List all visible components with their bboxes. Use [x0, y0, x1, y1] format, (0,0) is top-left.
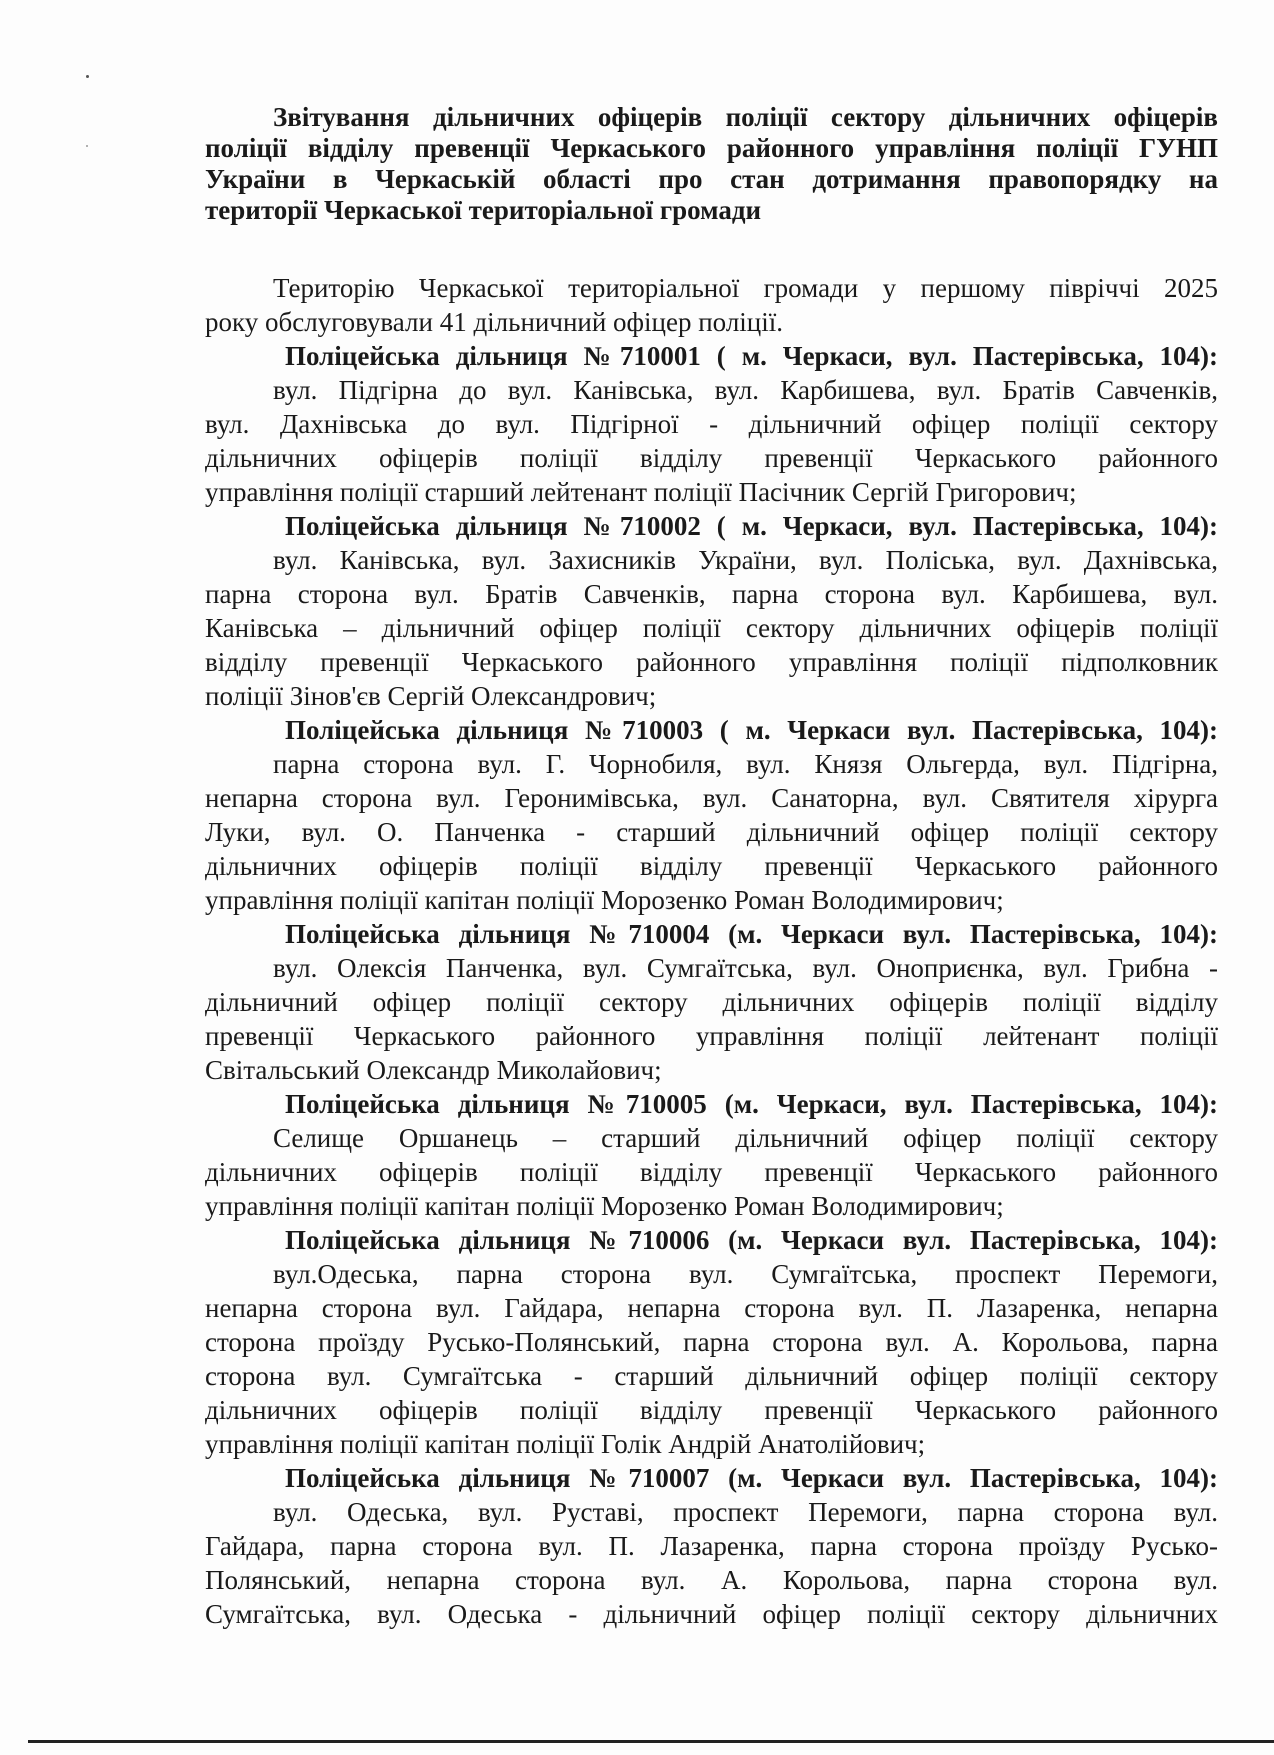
precinct-text-line: сторона вул. Сумгаїтська - старший дільничний офіцер поліції сектору — [205, 1361, 1218, 1391]
precinct-text-line: дільничних офіцерів поліції відділу превенції Черкаського районного — [205, 851, 1218, 881]
scan-speck — [86, 75, 89, 78]
precinct-text-line: непарна сторона вул. Геронимівська, вул. Санаторна, вул. Святителя хірурга — [205, 783, 1218, 813]
precinct-text-line: управління поліції капітан поліції Морозенко Роман Володимирович; — [205, 885, 1004, 915]
precinct-text-line: Луки, вул. О. Панченка - старший дільничний офіцер поліції сектору — [205, 817, 1218, 847]
precinct-text-line: парна сторона вул. Г. Чорнобиля, вул. Князя Ольгерда, вул. Підгірна, — [273, 749, 1218, 779]
precinct-text-line: вул. Канівська, вул. Захисників України, вул. Поліська, вул. Дахнівська, — [273, 545, 1218, 575]
title-line: України в Черкаській області про стан дотримання правопорядку на — [205, 164, 1218, 194]
precinct-header: Поліцейська дільниця №710002 ( м. Черкаси, вул. Пастерівська, 104): — [285, 511, 1218, 541]
precinct-header: Поліцейська дільниця №710007 (м. Черкаси вул. Пастерівська, 104): — [285, 1463, 1218, 1493]
precinct-header: Поліцейська дільниця №710005 (м. Черкаси, вул. Пастерівська, 104): — [285, 1089, 1218, 1119]
precinct-text-line: поліції Зінов'єв Сергій Олександрович; — [205, 681, 657, 711]
document-title — [205, 102, 1218, 226]
precinct-text-line: Селище Оршанець – старший дільничний офіцер поліції сектору — [273, 1123, 1218, 1153]
precinct-text-line: вул. Олексія Панченка, вул. Сумгаїтська, вул. Оноприєнка, вул. Грибна - — [273, 953, 1218, 983]
precinct-text-line: вул. Дахнівська до вул. Підгірної - дільничний офіцер поліції сектору — [205, 409, 1218, 439]
precinct-text-line: відділу превенції Черкаського районного управління поліції підполковник — [205, 647, 1218, 677]
precinct-header: Поліцейська дільниця №710004 (м. Черкаси вул. Пастерівська, 104): — [285, 919, 1218, 949]
precinct-text-line: вул.Одеська, парна сторона вул. Сумгаїтська, проспект Перемоги, — [273, 1259, 1218, 1289]
title-line: Звітування дільничних офіцерів поліції сектору дільничних офіцерів — [273, 102, 1218, 132]
title-line: території Черкаської територіальної громади — [205, 195, 762, 225]
precinct-text-line: дільничних офіцерів поліції відділу превенції Черкаського районного — [205, 443, 1218, 473]
document-body — [205, 271, 1218, 1631]
intro-line: року обслуговували 41 дільничний офіцер поліції. — [205, 307, 783, 337]
page-bottom-rule — [28, 1740, 1274, 1743]
precinct-text-line: дільничних офіцерів поліції відділу превенції Черкаського районного — [205, 1395, 1218, 1425]
precinct-text-line: дільничний офіцер поліції сектору дільничних офіцерів поліції відділу — [205, 987, 1218, 1017]
precinct-text-line: сторона проїзду Русько-Полянський, парна сторона вул. А. Корольова, парна — [205, 1327, 1218, 1357]
precinct-text-line: вул. Одеська, вул. Руставі, проспект Перемоги, парна сторона вул. — [273, 1497, 1218, 1527]
precinct-header: Поліцейська дільниця №710001 ( м. Черкаси, вул. Пастерівська, 104): — [285, 341, 1218, 371]
precinct-header: Поліцейська дільниця №710003 ( м. Черкаси вул. Пастерівська, 104): — [285, 715, 1218, 745]
precinct-text-line: вул. Підгірна до вул. Канівська, вул. Карбишева, вул. Братів Савченків, — [273, 375, 1218, 405]
precinct-header: Поліцейська дільниця №710006 (м. Черкаси вул. Пастерівська, 104): — [285, 1225, 1218, 1255]
scan-speck — [86, 145, 88, 147]
precinct-text-line: дільничних офіцерів поліції відділу превенції Черкаського районного — [205, 1157, 1218, 1187]
precinct-text-line: управління поліції капітан поліції Морозенко Роман Володимирович; — [205, 1191, 1004, 1221]
precinct-text-line: Гайдара, парна сторона вул. П. Лазаренка, парна сторона проїзду Русько- — [205, 1531, 1218, 1561]
precinct-text-line: Світальський Олександр Миколайович; — [205, 1055, 662, 1085]
precinct-text-line: превенції Черкаського районного управління поліції лейтенант поліції — [205, 1021, 1218, 1051]
precinct-text-line: непарна сторона вул. Гайдара, непарна сторона вул. П. Лазаренка, непарна — [205, 1293, 1218, 1323]
precinct-text-line: Полянський, непарна сторона вул. А. Корольова, парна сторона вул. — [205, 1565, 1218, 1595]
precinct-text-line: Сумгаїтська, вул. Одеська - дільничний офіцер поліції сектору дільничних — [205, 1599, 1218, 1629]
intro-line: Територію Черкаської територіальної громади у першому півріччі 2025 — [273, 273, 1218, 303]
title-line: поліції відділу превенції Черкаського районного управління поліції ГУНП — [205, 133, 1218, 163]
precinct-text-line: Канівська – дільничний офіцер поліції сектору дільничних офіцерів поліції — [205, 613, 1218, 643]
precinct-text-line: управління поліції капітан поліції Голік Андрій Анатолійович; — [205, 1429, 926, 1459]
precinct-text-line: парна сторона вул. Братів Савченків, парна сторона вул. Карбишева, вул. — [205, 579, 1218, 609]
precinct-text-line: управління поліції старший лейтенант поліції Пасічник Сергій Григорович; — [205, 477, 1077, 507]
